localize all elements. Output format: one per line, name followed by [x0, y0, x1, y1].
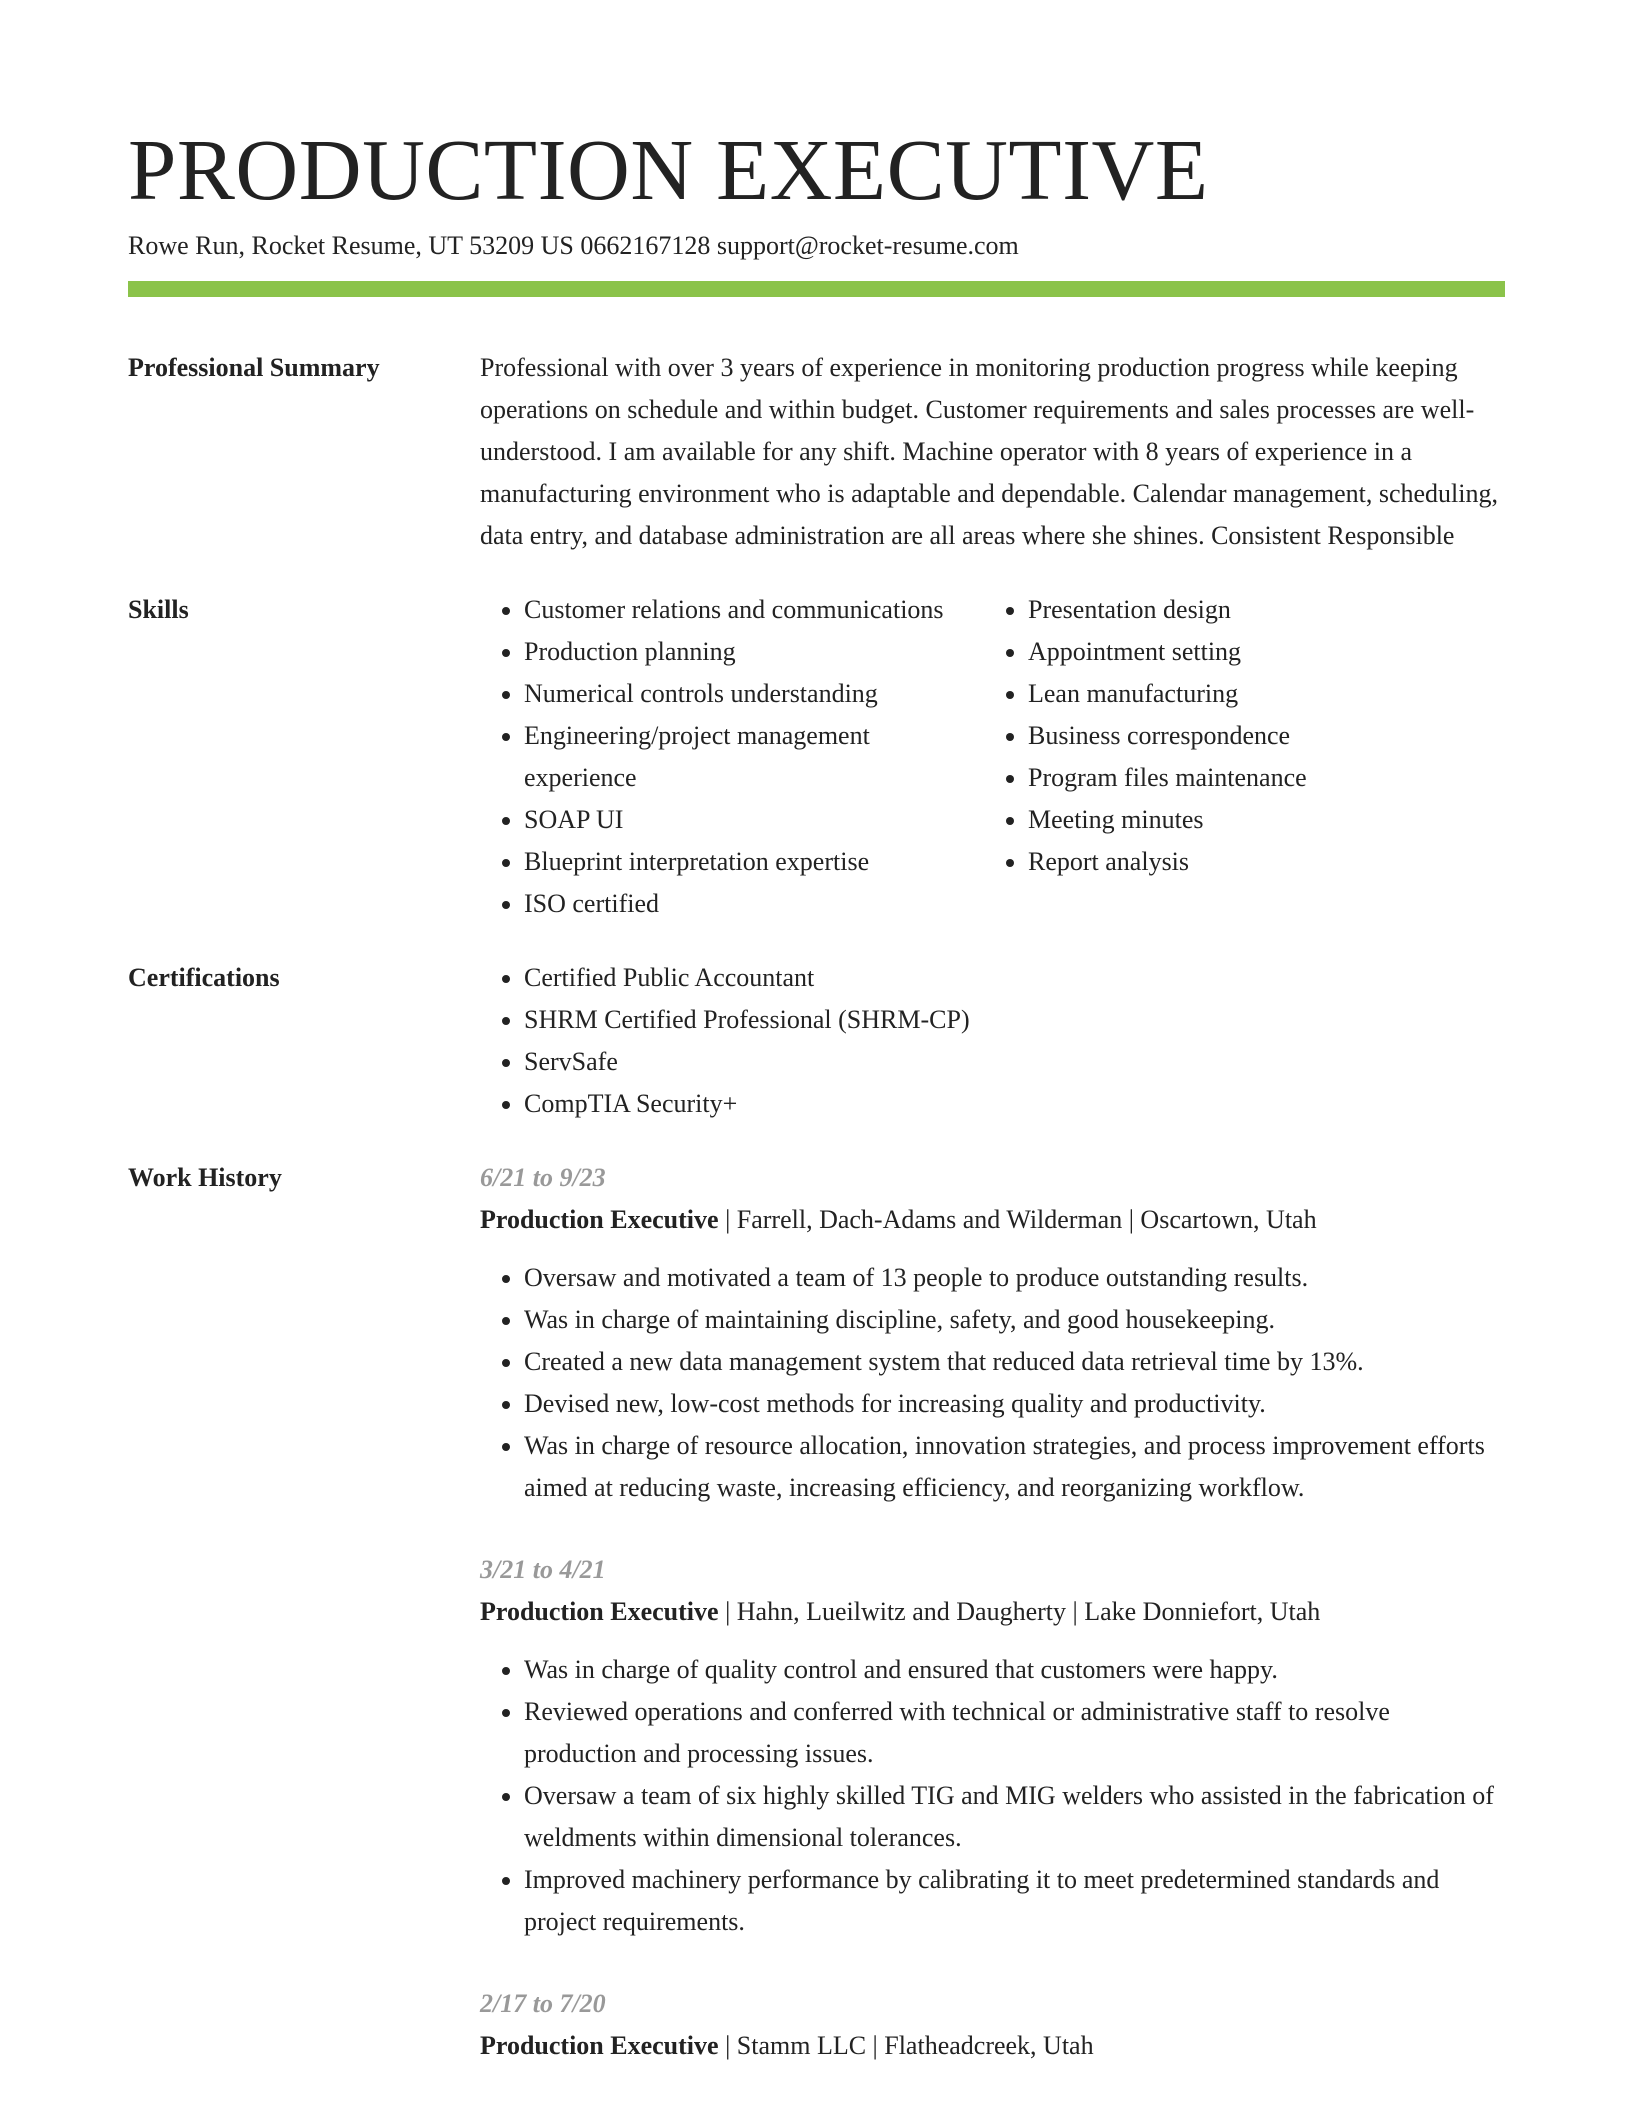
certifications-section: [128, 957, 1505, 1125]
job-duty: • Devised new, low-cost methods for increasing quality and productivity.: [524, 1383, 1505, 1425]
skill-item: • Report analysis: [1028, 841, 1505, 883]
certification-item: • CompTIA Security+: [524, 1083, 1505, 1125]
certifications-heading: Certifications: [128, 963, 280, 992]
job-duty: • Reviewed operations and conferred with technical or administrative staff to resolve production and processing issues.: [524, 1691, 1505, 1775]
job-heading: [480, 2025, 1505, 2067]
job-employer: | Farrell, Dach-Adams and Wilderman | Oscartown, Utah: [718, 1205, 1317, 1234]
summary-section: [128, 347, 1505, 557]
accent-divider: [128, 281, 1505, 297]
resume-title: PRODUCTION EXECUTIVE: [128, 121, 1209, 218]
skill-item: • Business correspondence: [1028, 715, 1505, 757]
job-duty: • Was in charge of maintaining discipline, safety, and good housekeeping.: [524, 1299, 1505, 1341]
job-entry: [480, 1983, 1505, 2067]
job-entry: [480, 1549, 1505, 1943]
skills-list-left: [480, 589, 984, 925]
job-dates: 3/21 to 4/21: [480, 1555, 606, 1584]
contact-line: Rowe Run, Rocket Resume, UT 53209 US 0662167128 support@rocket-resume.com: [128, 231, 1019, 260]
skills-list-right: [984, 589, 1505, 925]
skill-item: • Numerical controls understanding: [524, 673, 984, 715]
certifications-list: [480, 957, 1505, 1125]
job-duty: • Was in charge of resource allocation, innovation strategies, and process improvement efforts aimed at reducing waste, increasing efficiency, and reorganizing workflow.: [524, 1425, 1505, 1509]
job-heading: [480, 1591, 1505, 1633]
job-dates: 6/21 to 9/23: [480, 1163, 606, 1192]
skill-item: • Customer relations and communications: [524, 589, 984, 631]
skill-item: • Lean manufacturing: [1028, 673, 1505, 715]
job-duty: • Oversaw a team of six highly skilled TIG and MIG welders who assisted in the fabrication of weldments within dimensional tolerances.: [524, 1775, 1505, 1859]
skill-item: • Appointment setting: [1028, 631, 1505, 673]
skill-item: • Engineering/project management experience: [524, 715, 984, 799]
job-title: Production Executive: [480, 1597, 719, 1626]
job-heading: [480, 1199, 1505, 1241]
job-title: Production Executive: [480, 2031, 719, 2060]
job-employer: | Hahn, Lueilwitz and Daugherty | Lake Donniefort, Utah: [718, 1597, 1321, 1626]
skill-item: • Blueprint interpretation expertise: [524, 841, 984, 883]
skill-item: • Presentation design: [1028, 589, 1505, 631]
job-employer: | Stamm LLC | Flatheadcreek, Utah: [718, 2031, 1094, 2060]
skill-item: • Meeting minutes: [1028, 799, 1505, 841]
job-entry: [480, 1157, 1505, 1509]
job-duty: • Oversaw and motivated a team of 13 people to produce outstanding results.: [524, 1257, 1505, 1299]
work-history-section: [128, 1157, 1505, 2067]
job-duty: • Was in charge of quality control and ensured that customers were happy.: [524, 1649, 1505, 1691]
certification-item: • Certified Public Accountant: [524, 957, 1505, 999]
skill-item: • SOAP UI: [524, 799, 984, 841]
resume-page: [128, 120, 1505, 2067]
job-duties-list: [480, 1257, 1505, 1509]
job-duty: • Created a new data management system that reduced data retrieval time by 13%.: [524, 1341, 1505, 1383]
skill-item: • ISO certified: [524, 883, 984, 925]
summary-heading: Professional Summary: [128, 353, 380, 382]
work-history-heading: Work History: [128, 1163, 282, 1192]
skills-section: [128, 589, 1505, 925]
skills-heading: Skills: [128, 595, 189, 624]
certification-item: • ServSafe: [524, 1041, 1505, 1083]
job-duty: • Improved machinery performance by calibrating it to meet predetermined standards and project requirements.: [524, 1859, 1505, 1943]
job-title: Production Executive: [480, 1205, 719, 1234]
job-dates: 2/17 to 7/20: [480, 1989, 606, 2018]
summary-text: Professional with over 3 years of experience in monitoring production progress while keeping operations on schedule and within budget. Customer requirements and sales processes are well-understood. I am available for any shift. Machine operator with 8 years of experience in a manufacturing environment who is adaptable and dependable. Calendar management, scheduling, data entry, and database administration are all areas where she shines. Consistent Responsible: [480, 353, 1498, 550]
job-duties-list: [480, 1649, 1505, 1943]
skill-item: • Program files maintenance: [1028, 757, 1505, 799]
certification-item: • SHRM Certified Professional (SHRM-CP): [524, 999, 1505, 1041]
skill-item: • Production planning: [524, 631, 984, 673]
